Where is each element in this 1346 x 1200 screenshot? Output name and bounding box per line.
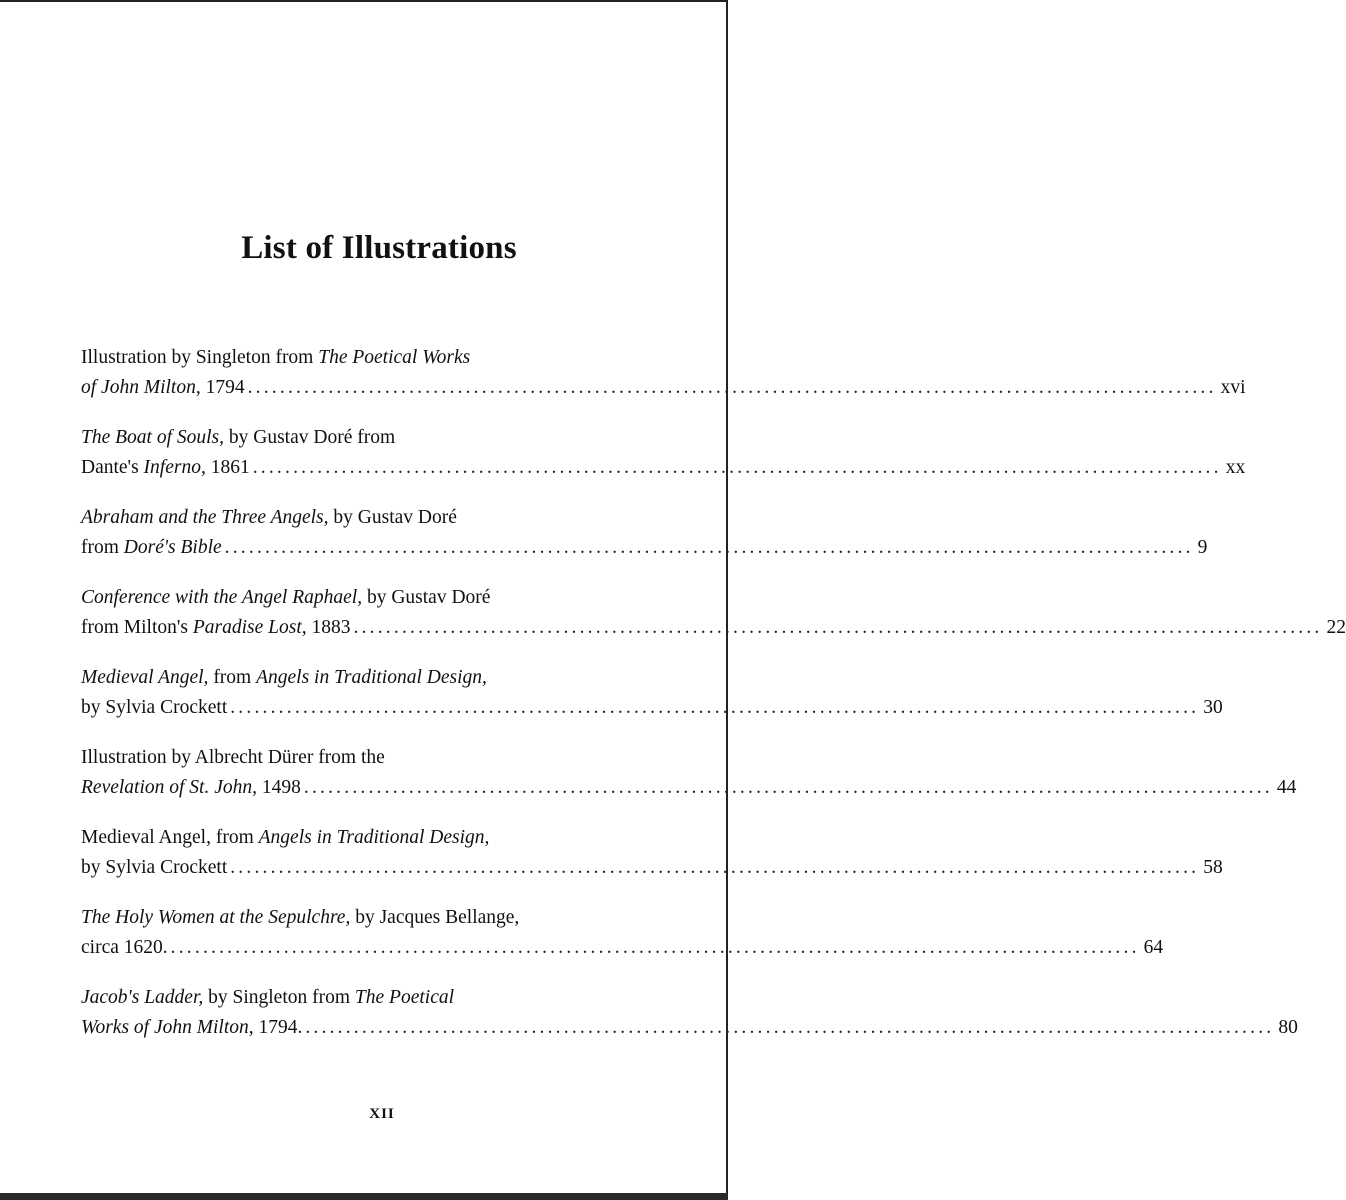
- entry-page-number: 22: [1326, 617, 1346, 638]
- dot-leader: ........................................................................................................................: [252, 457, 1222, 478]
- entry-text: Inferno,: [143, 457, 206, 478]
- entry-text: Illustration by Albrecht Dürer from the: [81, 747, 385, 768]
- entry-text: Conference with the Angel Raphael,: [81, 587, 363, 608]
- entry-line-1: [81, 903, 678, 933]
- list-item: [81, 423, 1246, 503]
- entry-text: 1794.: [253, 1017, 303, 1038]
- page-title: List of Illustrations: [241, 230, 517, 266]
- entry-text: from: [81, 537, 124, 558]
- entry-text: Illustration by Singleton from: [81, 347, 319, 368]
- list-item: [81, 583, 1346, 663]
- dot-leader: ........................................................................................................................: [353, 617, 1323, 638]
- list-item: [81, 343, 1246, 423]
- list-item: [81, 743, 1297, 823]
- entry-text: of John Milton,: [81, 377, 201, 398]
- entry-text: [81, 1013, 302, 1043]
- entry-text: The Poetical: [354, 987, 455, 1008]
- entry-page-number: xx: [1225, 457, 1246, 478]
- entry-line-2: [81, 613, 1346, 643]
- entry-page-number: 58: [1203, 857, 1223, 878]
- entry-text: Dante's: [81, 457, 144, 478]
- entry-text: The Holy Women at the Sepulchre,: [81, 907, 351, 928]
- entry-page-number: 9: [1197, 537, 1208, 558]
- dot-leader: ........................................................................................................................: [230, 857, 1200, 878]
- dot-leader: ........................................................................................................................: [303, 777, 1273, 798]
- entry-text: by Singleton from: [203, 987, 355, 1008]
- entry-line-1: [81, 983, 678, 1013]
- list-item: [81, 663, 1223, 743]
- dot-leader: ........................................................................................................................: [247, 377, 1217, 398]
- entry-line-1: [81, 423, 678, 453]
- entry-line-1: [81, 823, 678, 853]
- list-item: [81, 983, 1298, 1063]
- entry-text: Angels in Traditional Design,: [258, 827, 490, 848]
- entry-text: 1883: [306, 617, 351, 638]
- entry-text: [81, 693, 227, 723]
- entry-text: Jacob's Ladder,: [81, 987, 204, 1008]
- entry-text: [81, 373, 245, 403]
- dot-leader: ........................................................................................................................: [230, 697, 1200, 718]
- entry-text: [81, 613, 351, 643]
- entry-page-number: 80: [1278, 1017, 1298, 1038]
- list-item: [81, 503, 1208, 583]
- entry-line-2: [81, 853, 1223, 883]
- entry-line-2: [81, 1013, 1298, 1043]
- dot-leader: ........................................................................................................................: [305, 1017, 1275, 1038]
- list-item: [81, 823, 1223, 903]
- dot-leader: ........................................................................................................................: [170, 937, 1140, 958]
- top-border: [0, 0, 728, 2]
- entry-line-1: [81, 743, 678, 773]
- entry-text: by Gustav Doré: [328, 507, 457, 528]
- entry-text: Abraham and the Three Angels,: [81, 507, 329, 528]
- entry-line-1: [81, 503, 678, 533]
- entry-text: Medieval Angel, from: [81, 827, 259, 848]
- entry-text: [81, 533, 222, 563]
- entry-line-2: [81, 693, 1223, 723]
- entry-line-2: [81, 773, 1297, 803]
- entry-text: Medieval Angel,: [81, 667, 209, 688]
- entry-text: Works of John Milton,: [81, 1017, 254, 1038]
- entry-text: by Sylvia Crockett: [81, 857, 228, 878]
- entry-text: Paradise Lost,: [192, 617, 307, 638]
- entry-text: Doré's Bible: [123, 537, 222, 558]
- entry-text: by Gustav Doré from: [224, 427, 396, 448]
- entry-text: by Jacques Bellange,: [350, 907, 520, 928]
- entry-text: Angels in Traditional Design,: [256, 667, 487, 688]
- page-number: XII: [369, 1106, 395, 1122]
- entry-text: The Poetical Works: [318, 347, 471, 368]
- entry-text: from: [208, 667, 257, 688]
- entry-text: The Boat of Souls,: [81, 427, 225, 448]
- entry-text: by Sylvia Crockett: [81, 697, 228, 718]
- entry-text: 1861: [205, 457, 250, 478]
- entry-text: [81, 773, 301, 803]
- entry-page-number: 64: [1143, 937, 1164, 958]
- entry-text: from Milton's: [81, 617, 193, 638]
- entry-text: [81, 933, 168, 963]
- entry-text: 1794: [200, 377, 245, 398]
- entry-line-2: [81, 373, 1246, 403]
- entry-page-number: 30: [1203, 697, 1223, 718]
- entry-line-2: [81, 453, 1246, 483]
- entry-line-1: [81, 663, 678, 693]
- list-item: [81, 903, 1164, 983]
- dot-leader: ........................................................................................................................: [224, 537, 1194, 558]
- entry-line-1: [81, 583, 678, 613]
- entry-text: circa 1620.: [81, 937, 168, 958]
- entry-line-2: [81, 533, 1208, 563]
- entry-page-number: xvi: [1220, 377, 1246, 398]
- entry-text: Revelation of St. John,: [81, 777, 257, 798]
- entry-page-number: 44: [1276, 777, 1297, 798]
- illustration-list: [81, 343, 1346, 1063]
- entry-text: 1498: [257, 777, 301, 798]
- bottom-border: [0, 1193, 728, 1200]
- entry-text: [81, 453, 250, 483]
- entry-text: by Gustav Doré: [362, 587, 491, 608]
- entry-line-1: [81, 343, 678, 373]
- entry-line-2: [81, 933, 1164, 963]
- entry-text: [81, 853, 227, 883]
